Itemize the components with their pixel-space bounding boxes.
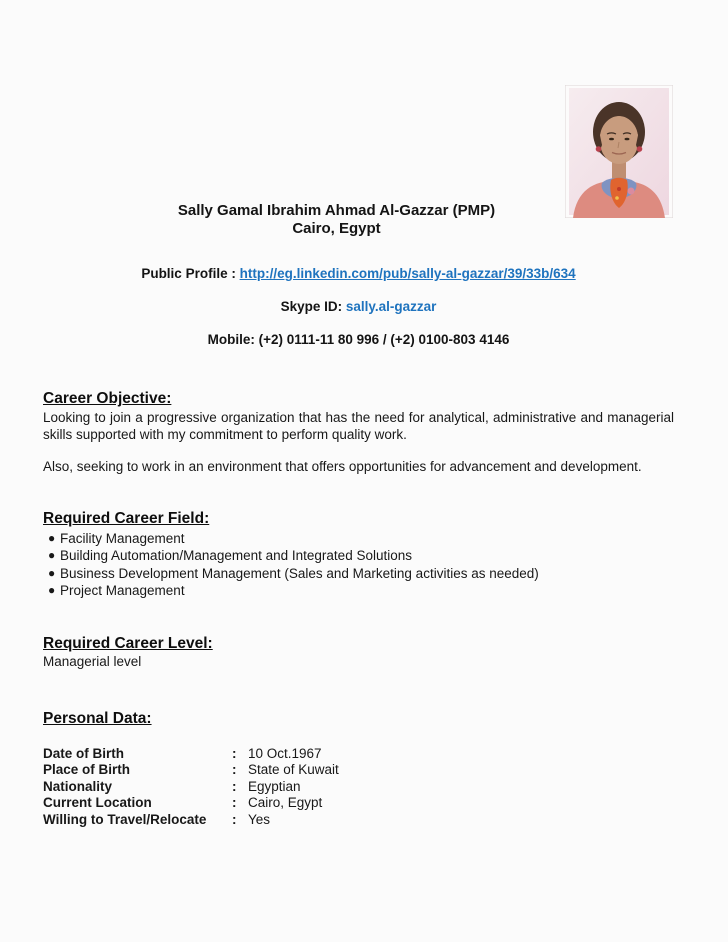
row-colon: :: [232, 762, 237, 778]
eye-right: [625, 138, 630, 141]
scarf-pattern-dot: [628, 188, 635, 195]
row-label: Place of Birth: [43, 762, 131, 778]
row-label: Willing to Travel/Relocate: [43, 811, 207, 827]
list-item-label: Facility Management: [60, 530, 185, 546]
earring-left: [596, 146, 602, 152]
mobile-line: [43, 332, 674, 348]
linkedin-profile-link[interactable]: http://eg.linkedin.com/pub/sally-al-gazzar/39/33b/634: [239, 266, 576, 281]
career-field-list: [43, 530, 674, 600]
row-label: Nationality: [43, 778, 113, 794]
row-colon: :: [232, 778, 237, 794]
list-item: [43, 582, 674, 600]
row-value: Yes: [248, 811, 271, 827]
row-value: State of Kuwait: [248, 762, 339, 778]
person-location: Cairo, Egypt: [292, 220, 381, 237]
table-row: [43, 746, 674, 762]
scarf-pattern-dot2: [617, 187, 621, 191]
required-career-level-heading: Required Career Level:: [43, 634, 213, 652]
mobile-numbers: (+2) 0111-11 80 996 / (+2) 0100-803 4146: [258, 332, 510, 347]
public-profile-label: Public Profile :: [141, 266, 236, 281]
required-career-field-heading: Required Career Field:: [43, 509, 210, 527]
skype-label: Skype ID:: [280, 299, 343, 314]
bullet-icon: ●: [48, 565, 56, 580]
career-objective-paragraph-2: Also, seeking to work in an environment that offers opportunities for advancement and development.: [43, 459, 642, 474]
list-item-label: Project Management: [60, 583, 185, 598]
table-row: [43, 795, 674, 811]
table-row: [43, 779, 674, 795]
mobile-label: Mobile:: [207, 332, 255, 347]
row-label: Date of Birth: [43, 746, 124, 761]
skype-line: [43, 299, 674, 315]
public-profile-line: [43, 266, 674, 282]
person-name: Sally Gamal Ibrahim Ahmad Al-Gazzar (PMP): [177, 202, 496, 219]
table-row: [43, 762, 674, 778]
scarf-pattern-dot3: [615, 196, 619, 200]
section-career-objective: [43, 389, 674, 476]
personal-data-heading: Personal Data:: [43, 710, 152, 727]
row-value: 10 Oct.1967: [248, 746, 322, 761]
section-required-career-level: [43, 634, 674, 671]
skype-id: sally.al-gazzar: [345, 299, 437, 314]
table-row: [43, 812, 674, 828]
list-item: [43, 530, 674, 548]
list-item: [43, 547, 674, 565]
section-personal-data: [43, 709, 674, 828]
bullet-icon: ●: [48, 548, 56, 562]
section-required-career-field: [43, 509, 674, 600]
personal-data-table: [43, 746, 674, 828]
row-colon: :: [232, 795, 237, 811]
row-value: Egyptian: [248, 778, 301, 794]
row-label: Current Location: [43, 795, 152, 811]
row-colon: :: [232, 811, 237, 827]
earring-right: [637, 146, 643, 152]
career-objective-paragraph-1: Looking to join a progressive organization that has the need for analytical, administrative and managerial skills supported with my commitment to perform quality work.: [43, 410, 674, 442]
row-value: Cairo, Egypt: [248, 795, 323, 811]
eye-left: [609, 138, 614, 141]
career-objective-heading: Career Objective:: [43, 390, 172, 407]
career-level-value: Managerial level: [43, 653, 142, 669]
list-item-label: Building Automation/Management and Integrated Solutions: [60, 548, 412, 563]
list-item-label: Business Development Management (Sales and Marketing activities as needed): [60, 565, 539, 581]
face: [600, 116, 639, 164]
row-colon: :: [232, 746, 237, 761]
bullet-icon: ●: [48, 530, 56, 545]
list-item: [43, 565, 674, 583]
bullet-icon: ●: [48, 583, 56, 597]
portrait-photo: [565, 85, 673, 218]
